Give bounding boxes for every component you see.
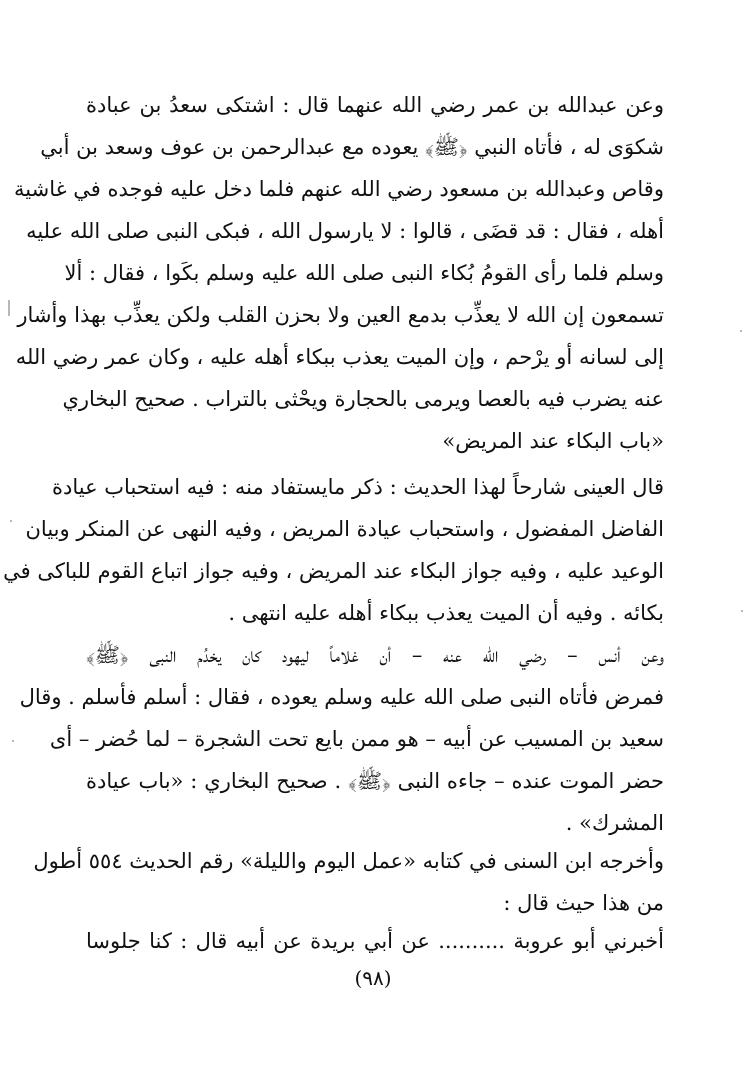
paragraph-isnad bbox=[86, 920, 664, 962]
paragraph-hadith-anas bbox=[19, 634, 664, 844]
text-line: وقاص وعبدالله بن مسعود رضي الله عنهم فلما دخل عليه فوجده في غاشية bbox=[14, 177, 664, 201]
text-line: قال العينى شارحاً لهذا الحديث : ذكر مايستفاد منه : فيه استحباب عيادة bbox=[51, 475, 664, 499]
text-line: أخبرني أبو عروبة .......... عن أبي بريدة عن أبيه قال : كنا جلوسا bbox=[86, 929, 664, 953]
text-line: وسلم فلما رأى القومُ بُكاء النبى صلى الله عليه وسلم بكَوا ، فقال : ألا bbox=[64, 261, 664, 285]
text-line: سعيد بن المسيب عن أبيه – هو ممن بايع تحت الشجرة – لما حُضر – أى bbox=[49, 727, 664, 751]
text-line: المشرك» . bbox=[565, 811, 664, 835]
text-line: شكوَى له ، فأتاه النبي ﴿ﷺ﴾ يعوده مع عبدالرحمن بن عوف وسعد بن أبي bbox=[40, 135, 664, 159]
scan-edge-mark bbox=[8, 300, 10, 316]
text-line: عنه يضرب فيه بالعصا ويرمى بالحجارة ويحْثى بالتراب . صحيح البخاري bbox=[62, 387, 664, 411]
text-line: من هذا حيث قال : bbox=[503, 891, 664, 915]
scan-edge-mark bbox=[12, 740, 14, 742]
text-line: الفاضل المفضول ، واستحباب عيادة المريض ، وفيه النهى عن المنكر وبيان bbox=[25, 517, 664, 541]
scan-edge-mark bbox=[10, 520, 12, 522]
text-line: إلى لسانه أو يرْحم ، وإن الميت يعذب ببكاء أهله عليه ، وكان عمر رضي الله bbox=[15, 345, 664, 369]
text-line: أهله ، فقال : قد قضَى ، قالوا : لا يارسول الله ، فبكى النبى صلى الله عليه bbox=[26, 219, 664, 243]
text-line: تسمعون إن الله لا يعذِّب بدمع العين ولا بحزن القلب ولكن يعذِّب بهذا وأشار bbox=[17, 303, 664, 327]
scan-edge-mark bbox=[741, 610, 743, 612]
paragraph-hadith-saad bbox=[14, 84, 664, 462]
text-line: وأخرجه ابن السنى في كتابه «عمل اليوم والليلة» رقم الحديث ٥٥٤ أطول bbox=[33, 849, 664, 873]
paragraph-commentary-aini bbox=[3, 466, 664, 634]
text-line: وعن عبدالله بن عمر رضي الله عنهما قال : اشتكى سعدُ بن عبادة bbox=[86, 93, 664, 117]
page-number: (٩٨) bbox=[354, 966, 392, 990]
paragraph-ibn-sunni bbox=[33, 840, 664, 924]
text-line: فمرض فأتاه النبى صلى الله عليه وسلم يعوده ، فقال : أسلم فأسلم . وقال bbox=[19, 685, 664, 709]
text-line: الوعيد عليه ، وفيه جواز البكاء عند المريض ، وفيه جواز اتباع القوم للباكى في bbox=[3, 559, 664, 583]
text-line: حضر الموت عنده – جاءه النبى ﴿ﷺ﴾ . صحيح البخاري : «باب عيادة bbox=[86, 769, 664, 793]
scan-edge-mark bbox=[740, 330, 742, 332]
text-line: بكائه . وفيه أن الميت يعذب ببكاء أهله عليه انتهى . bbox=[228, 601, 664, 625]
text-line: «باب البكاء عند المريض» bbox=[442, 429, 664, 453]
text-line: وعن أنس – رضي الله عنه – أن غلاماً ليهود كان يخدُم النبى ﴿ﷺ﴾ bbox=[86, 643, 664, 667]
